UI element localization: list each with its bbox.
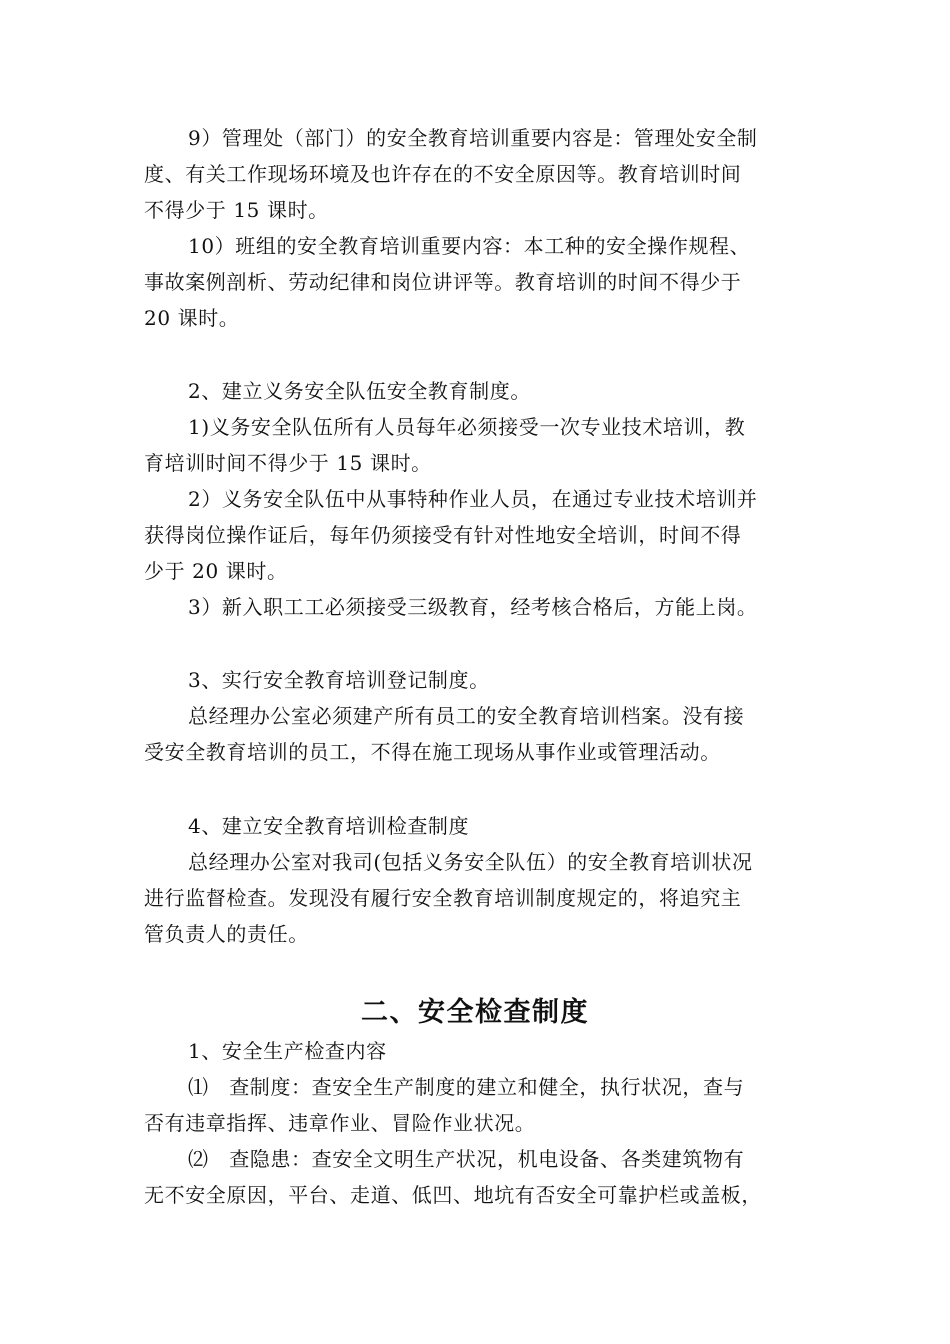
paragraph-line: 受安全教育培训的员工，不得在施工现场从事作业或管理活动。 — [144, 740, 721, 764]
section-title: 2、建立义务安全队伍安全教育制度。 — [188, 379, 531, 403]
paragraph-line: 总经理办公室必须建产所有员工的安全教育培训档案。没有接 — [188, 704, 745, 728]
paragraph-line: 20 课时。 — [144, 306, 240, 330]
section-title: 4、建立安全教育培训检查制度 — [188, 814, 470, 838]
paragraph-line: 无不安全原因，平台、走道、低凹、地坑有否安全可靠护栏或盖板， — [144, 1183, 762, 1207]
paragraph-line: 事故案例剖析、劳动纪律和岗位讲评等。教育培训的时间不得少于 — [144, 270, 742, 294]
paragraph-line: 3）新入职工工必须接受三级教育，经考核合格后，方能上岗。 — [188, 595, 758, 619]
chapter-heading: 二、安全检查制度 — [361, 997, 589, 1028]
section-title: 1、安全生产检查内容 — [188, 1039, 387, 1063]
paragraph-line: 进行监督检查。发现没有履行安全教育培训制度规定的，将追究主 — [144, 886, 742, 910]
paragraph-line: ⑴ 查制度：查安全生产制度的建立和健全，执行状况，查与 — [188, 1075, 745, 1099]
paragraph-line: 2）义务安全队伍中从事特种作业人员，在通过专业技术培训并 — [188, 487, 758, 511]
paragraph-line: 10）班组的安全教育培训重要内容：本工种的安全操作规程、 — [188, 234, 751, 258]
paragraph-line: 总经理办公室对我司(包括义务安全队伍）的安全教育培训状况 — [188, 850, 753, 874]
paragraph-line: 1)义务安全队伍所有人员每年必须接受一次专业技术培训，教 — [188, 415, 746, 439]
paragraph-line: 管负责人的责任。 — [144, 922, 309, 946]
paragraph-line: 9）管理处（部门）的安全教育培训重要内容是：管理处安全制 — [188, 126, 758, 150]
paragraph-line: ⑵ 查隐患：查安全文明生产状况，机电设备、各类建筑物有 — [188, 1147, 745, 1171]
paragraph-line: 度、有关工作现场环境及也许存在的不安全原因等。教育培训时间 — [144, 162, 742, 186]
paragraph-line: 少于 20 课时。 — [144, 559, 288, 583]
paragraph-line: 获得岗位操作证后，每年仍须接受有针对性地安全培训，时间不得 — [144, 523, 742, 547]
paragraph-line: 否有违章指挥、违章作业、冒险作业状况。 — [144, 1111, 536, 1135]
paragraph-line: 育培训时间不得少于 15 课时。 — [144, 451, 432, 475]
paragraph-line: 不得少于 15 课时。 — [144, 198, 329, 222]
section-title: 3、实行安全教育培训登记制度。 — [188, 668, 490, 692]
